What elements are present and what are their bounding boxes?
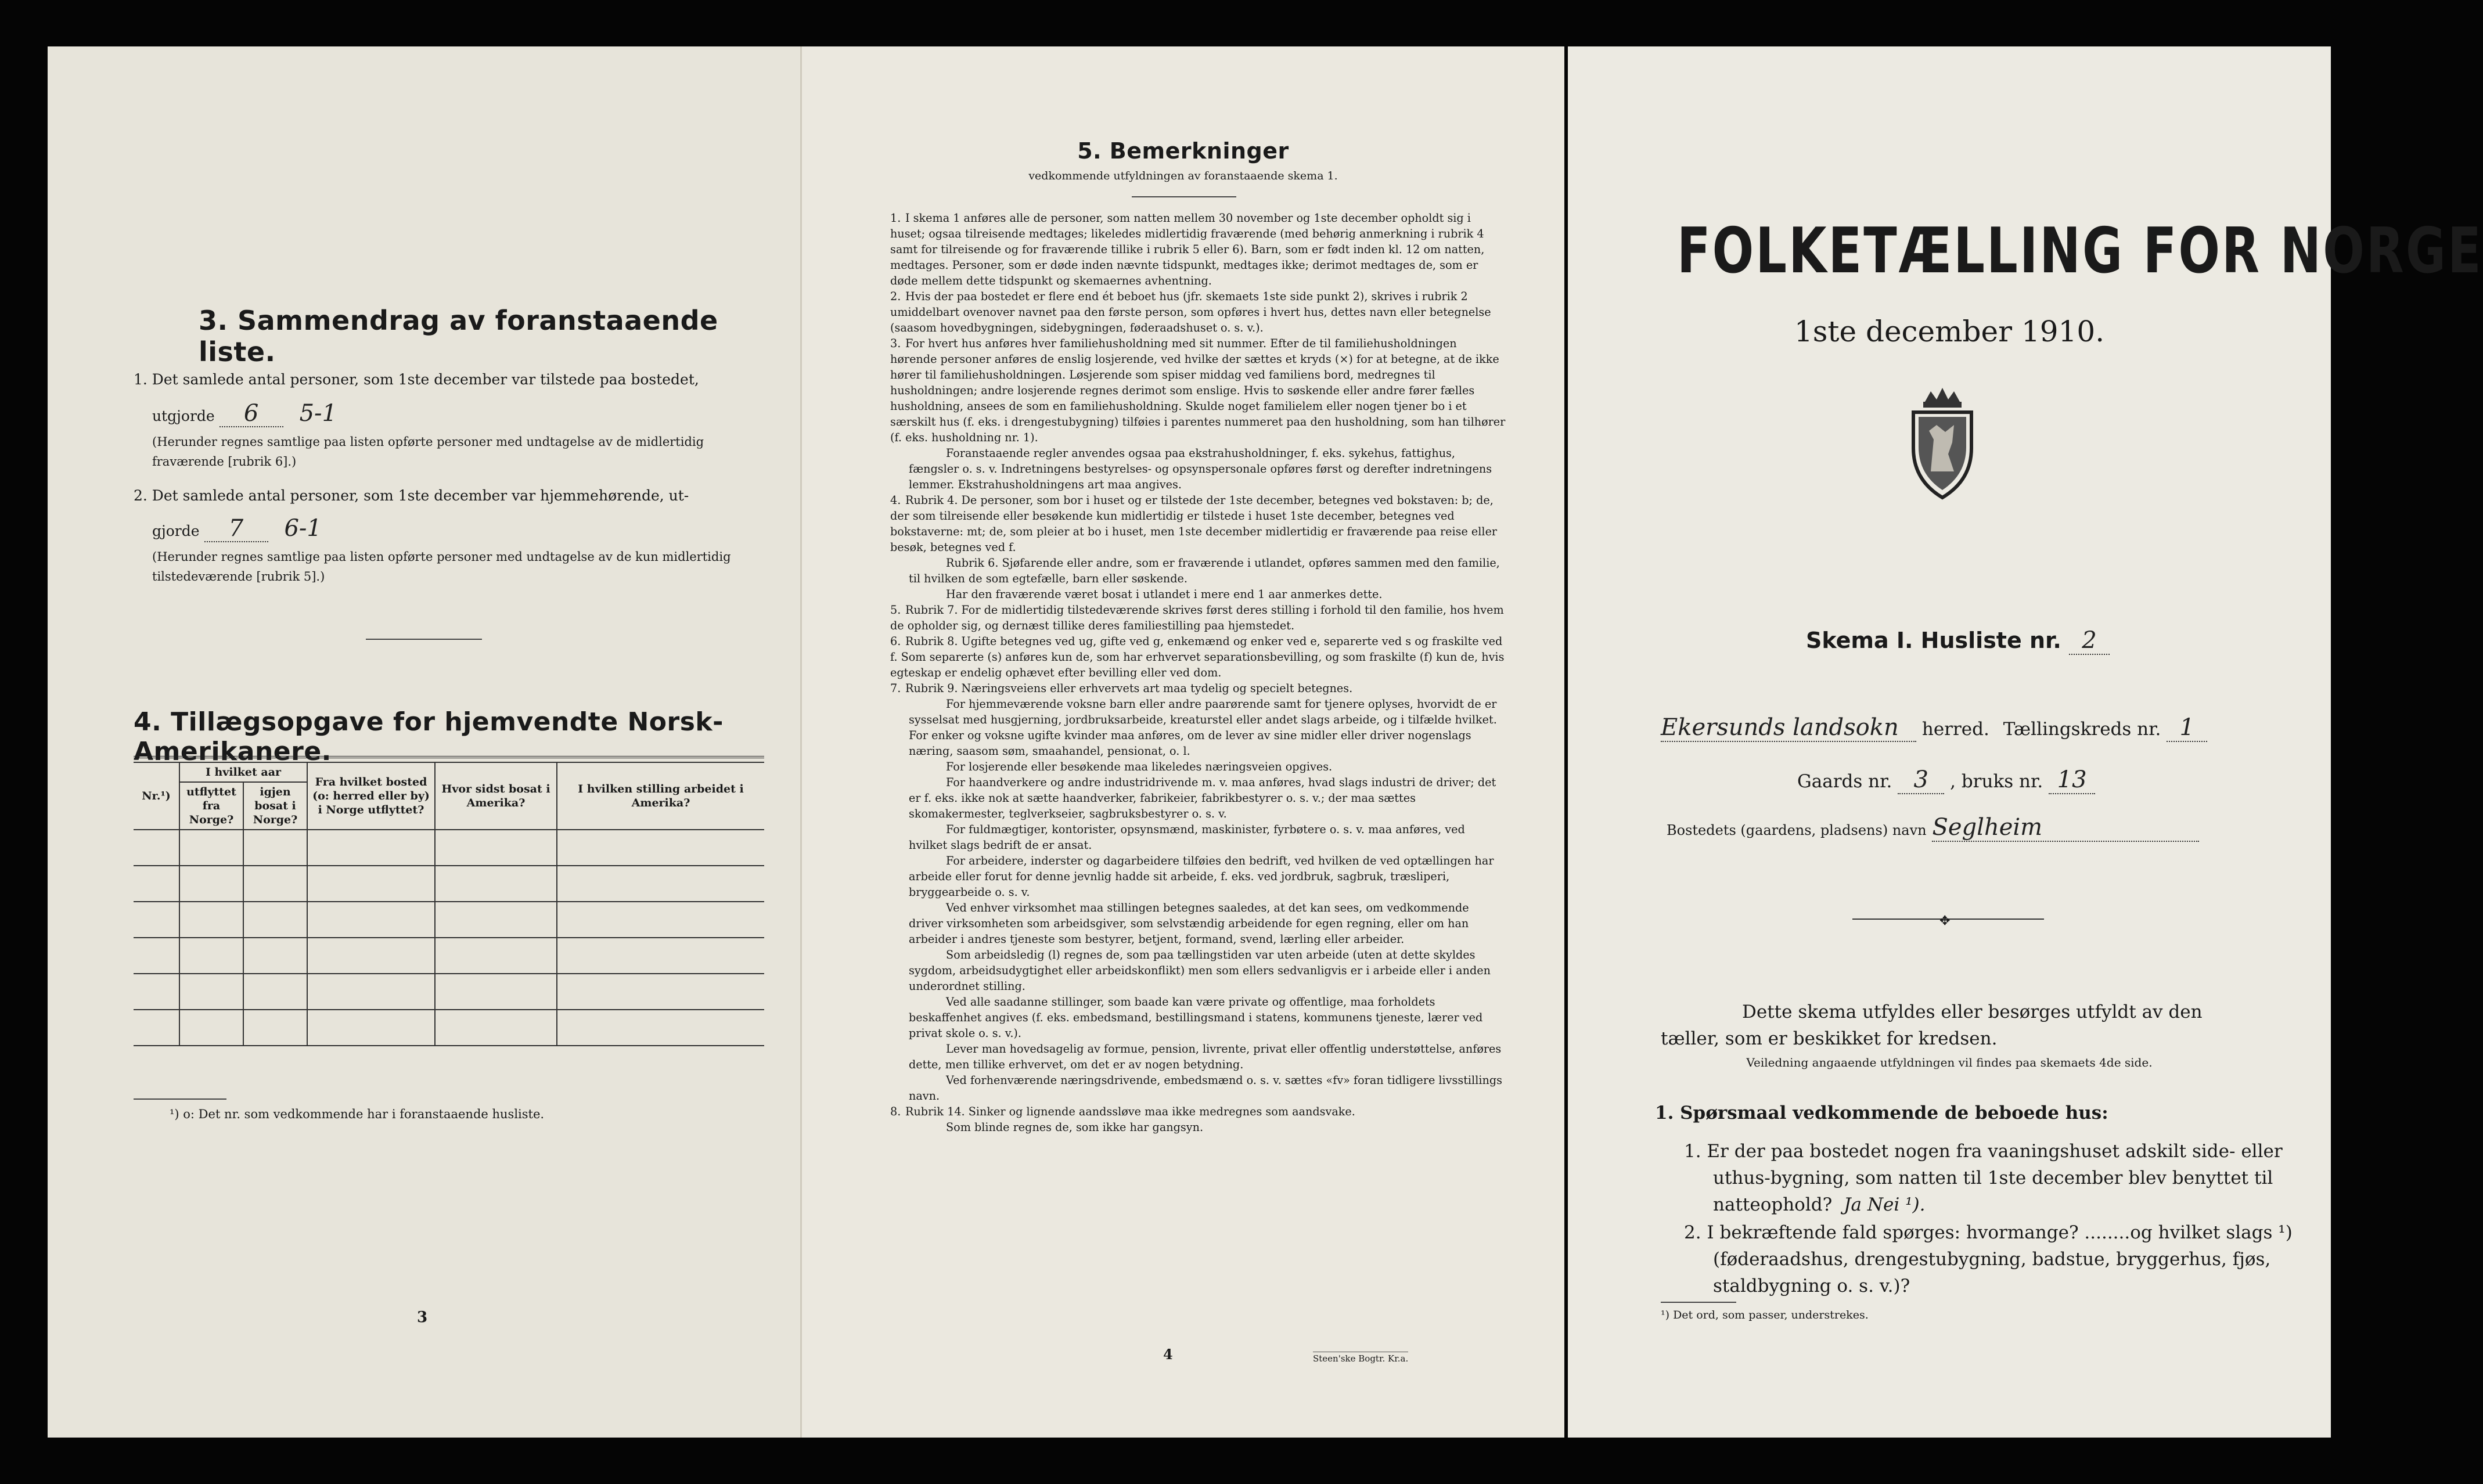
questions-heading: 1. Spørsmaal vedkommende de beboede hus: <box>1655 1103 2108 1123</box>
page-middle <box>800 46 1564 1438</box>
remark-7-cont: For arbeidere, inderster og dagarbeidere tilføies den bedrift, ved hvilken de ved optællingen har arbeide eller forut for denne jevnlig hadde sit arbeide, f. eks. ved jordbruk, sagbruk, træsliperi, bryggearbeide o. s. v. <box>909 854 1494 899</box>
right-footnote: ¹) Det ord, som passer, understrekes. <box>1661 1309 1869 1321</box>
section-3-title: 3. Sammendrag av foranstaaende liste. <box>199 305 718 368</box>
question-2-prefix: gjorde <box>152 523 200 539</box>
remark-3: 3. For hvert hus anføres hver familiehusholdning med sit nummer. Efter de til familiehusholdningen hørende personer anføres de enslig losjerende, ved hvilke der sættes et kryds (×) for at betegne, at de ikke hører til familiehusholdningen. Løsjerende som spiser middag ved familiens bord, medregnes til husholdningen; andre losjerende regnes derimot som enslige. Hvis to søskende eller andre fører fælles husholdning, ansees de som en familiehusholdning. Skulde noget familielem eller nogen tjener bo i et særskilt hus (f. eks. i drengestubygning) tilføies i parentes nummeret paa den husholdning, som han tilhører (f. eks. husholdning nr. 1). <box>890 337 1506 444</box>
herred-handwritten: Ekersunds landsokn <box>1661 714 1916 742</box>
page-right <box>1568 46 2483 1438</box>
col-group-year: I hvilket aar <box>179 762 307 782</box>
page-number-3: 3 <box>417 1309 428 1326</box>
krets-handwritten: 1 <box>2167 714 2207 742</box>
question-1-note: (Herunder regnes samtlige paa listen opførte personer med undtagelse av de midlertidig fraværende [rubrik 6].) <box>152 435 704 469</box>
remark-4-cont: Rubrik 6. Sjøfarende eller andre, som er fraværende i utlandet, opføres sammen med den familie, til hvilken de som egtefælle, barn eller søskende. <box>909 556 1500 585</box>
col-igjen: igjen bosat i Norge? <box>243 782 307 830</box>
bruks-label: , bruks nr. <box>1950 771 2043 792</box>
table-top-rule <box>134 756 764 758</box>
bruks-handwritten: 13 <box>2049 766 2095 794</box>
table-footnote: ¹) o: Det nr. som vedkommende har i foranstaaende husliste. <box>170 1107 545 1121</box>
remark-7-cont: For losjerende eller besøkende maa likeledes næringsveien opgives. <box>946 760 1333 773</box>
herred-line <box>1661 714 2270 743</box>
schema-line <box>1806 627 2110 655</box>
question-2-text: 2. Det samlede antal personer, som 1ste december var hjemmehørende, ut- <box>134 487 689 504</box>
table-row <box>134 974 764 1010</box>
gaards-handwritten: 3 <box>1898 766 1944 794</box>
remark-7-cont: Ved enhver virksomhet maa stillingen betegnes saaledes, at det kan sees, om vedkommende driver virksomheten som arbeidsgiver, som selvstændig arbeidende for egen regning, eller om han arbeider i andres tjeneste som bestyrer, betjent, formand, svend, lærling eller arbeider. <box>909 901 1469 946</box>
table-row <box>134 830 764 866</box>
census-date: 1ste december 1910. <box>1794 315 2105 348</box>
table-row <box>134 902 764 938</box>
question-2-handwritten: 7 <box>204 516 268 542</box>
col-nr: Nr.¹) <box>134 762 179 830</box>
bosted-label: Bostedets (gaardens, pladsens) navn <box>1667 822 1927 838</box>
col-utflyttet: utflyttet fra Norge? <box>179 782 243 830</box>
veiledning-text: Veiledning angaaende utfyldningen vil findes paa skemaets 4de side. <box>1746 1056 2153 1069</box>
remark-7: 7. Rubrik 9. Næringsveiens eller erhvervets art maa tydelig og specielt betegnes. <box>890 682 1353 695</box>
remark-8-cont: Som blinde regnes de, som ikke har gangsyn. <box>946 1121 1204 1134</box>
gaards-label: Gaards nr. <box>1797 771 1892 792</box>
bosted-handwritten: Seglheim <box>1932 814 2199 842</box>
page-left <box>48 46 800 1438</box>
house-question-2: 2. I bekræftende fald spørges: hvormange? ........og hvilket slags ¹) (føderaadshus, drengestubygning, badstue, bryggerhus, fjøs, staldbygning o. s. v.)? <box>1684 1222 2293 1296</box>
remark-7-cont: Ved alle saadanne stillinger, som baade kan være private og offentlige, maa forholdets beskaffenhet angives (f. eks. embedsmand, bestillingsmand i statens, kommunens tjeneste, lærer ved privat skole o. s. v.). <box>909 995 1483 1040</box>
herred-label: herred. <box>1921 719 1989 740</box>
schema-label: Skema I. Husliste nr. <box>1806 628 2061 653</box>
page-number-4: 4 <box>1163 1346 1173 1363</box>
remarks-subtitle: vedkommende utfyldningen av foranstaaende skema 1. <box>1028 170 1338 182</box>
section-4-title: 4. Tillægsopgave for hjemvendte Norsk-Amerikanere. <box>134 707 724 766</box>
remark-3-cont: Foranstaaende regler anvendes ogsaa paa ekstrahusholdninger, f. eks. sykehus, fattighus, fængsler o. s. v. Indretningens bestyrelses- og opsynspersonale opføres først og derefter indretningens lemmer. Ekstrahusholdningens art maa angives. <box>909 446 1492 491</box>
krets-label: Tællingskreds nr. <box>2003 719 2161 740</box>
intro-text: Dette skema utfyldes eller besørges utfyldt av den tæller, som er beskikket for kredsen. <box>1661 1002 2203 1049</box>
census-title: FOLKETÆLLING FOR NORGE <box>1677 215 2483 287</box>
husliste-number-handwritten: 2 <box>2069 627 2110 655</box>
question-1-handwritten: 6 <box>219 401 283 427</box>
bosted-line <box>1667 814 2282 844</box>
remark-8: 8. Rubrik 14. Sinker og lignende aandssløve maa ikke medregnes som aandsvake. <box>890 1105 1355 1118</box>
printer-mark: Steen'ske Bogtr. Kr.a. <box>1313 1352 1408 1364</box>
question-2-answer-line <box>152 516 322 544</box>
question-2-note: (Herunder regnes samtlige paa listen opførte personer med undtagelse av de kun midlertidig tilstedeværende [rubrik 5].) <box>152 550 731 583</box>
ornament-icon: ✥ <box>1939 914 1951 928</box>
footnote-rule <box>134 1098 226 1100</box>
remark-6: 6. Rubrik 8. Ugifte betegnes ved ug, gifte ved g, enkemænd og enker ved e, separerte ved s og fraskilte ved f. Som separerte (s) anføres kun de, som har erhvervet separationsbevilling, og som fraskilte (f) kun de, hvis egteskap er endelig ophævet efter bevilling eller ved dom. <box>890 635 1505 679</box>
question-1-text: 1. Det samlede antal personer, som 1ste december var tilstede paa bostedet, <box>134 371 699 388</box>
col-stilling: I hvilken stilling arbeidet i Amerika? <box>557 762 764 830</box>
remark-7-cont: For hjemmeværende voksne barn eller andre paarørende samt for tjenere oplyses, hvorvidt de er sysselsat med husgjerning, jordbruksarbeide, kreaturstel eller andet slags arbeide, og i tilfælde hvilket. For enker og voksne ugifte kvinder maa anføres, om de lever av sine midler eller driver nogenslags næring, saasom søm, smaahandel, pensionat, o. l. <box>909 697 1497 758</box>
gaards-line <box>1797 766 2095 795</box>
remark-7-cont: Ved forhenværende næringsdrivende, embedsmænd o. s. v. sættes «fv» foran tidligere livsstillings navn. <box>909 1074 1502 1103</box>
remark-4-cont-2: Har den fraværende været bosat i utlandet i mere end 1 aar anmerkes dette. <box>946 588 1383 601</box>
remark-7-cont: Som arbeidsledig (l) regnes de, som paa tællingstiden var uten arbeide (uten at dette skyldes sygdom, arbeidsudygtighet eller arbeidskonflikt) men som ellers sedvanligvis er i arbeide eller i anden underordnet stilling. <box>909 948 1491 993</box>
footnote-rule <box>1661 1302 1736 1303</box>
remarks-list <box>890 210 1506 1135</box>
question-1-answer: Ja Nei ¹). <box>1844 1194 1926 1215</box>
remark-7-cont: Lever man hovedsagelig av formue, pension, livrente, privat eller offentlig understøttelse, anføres dette, men tillike erhvervet, om det er av nogen betydning. <box>909 1042 1502 1071</box>
remark-7-cont: For fuldmægtiger, kontorister, opsynsmænd, maskinister, fyrbøtere o. s. v. maa anføres, ved hvilket slags bedrift de er ansat. <box>909 823 1465 852</box>
remark-7-cont: For haandverkere og andre industridrivende m. v. maa anføres, hvad slags industri de driver; det er f. eks. ikke nok at sætte haandverker, fabrikeier, fabrikbestyrer o. s. v.; der maa sættes skomakermester, teglverkseier, sagbruksbestyrer o. s. v. <box>909 776 1496 820</box>
remark-5: 5. Rubrik 7. For de midlertidig tilstedeværende skrives først deres stilling i forhold til den familie, hos hvem de opholder sig, og dernæst tillike deres familiestilling paa hjemstedet. <box>890 603 1504 632</box>
house-question-1: 1. Er der paa bostedet nogen fra vaaningshuset adskilt side- eller uthus-bygning, som natten til 1ste december blev benyttet til natteophold? Ja Nei ¹). <box>1684 1141 2283 1215</box>
col-fra: Fra hvilket bosted (o: herred eller by) i Norge utflyttet? <box>307 762 435 830</box>
remark-1: 1. I skema 1 anføres alle de personer, som natten mellem 30 november og 1ste december opholdt sig i huset; ogsaa tilreisende medtages; likeledes midlertidig fraværende (med behørig anmerkning i rubrik 4 samt for tilreisende og for fraværende tillike i rubrik 5 eller 6). Barn, som er født inden kl. 12 om natten, medtages. Personer, som er døde inden nævnte tidspunkt, medtages ikke; derimot medtages de, som er døde mellem dette tidspunkt og skemaernes avhentning. <box>890 211 1485 287</box>
question-1-prefix: utgjorde <box>152 408 215 424</box>
divider <box>366 639 482 640</box>
remark-4: 4. Rubrik 4. De personer, som bor i huset og er tilstede der 1ste december, betegnes ved bokstaven: b; de, der som tilreisende eller besøkende kun midlertidig er tilstede i huset 1ste december, betegnes ved bokstaverne: mt; de, som pleier at bo i huset, men 1ste december midlertidig er fraværende paa reise eller besøk, betegnes ved f. <box>890 494 1498 554</box>
table-row <box>134 866 764 902</box>
remarks-title: 5. Bemerkninger <box>1077 138 1289 164</box>
remark-2: 2. Hvis der paa bostedet er flere end ét beboet hus (jfr. skemaets 1ste side punkt 2), skrives i rubrik 2 umiddelbart ovenover navnet paa den første person, som opføres i hvert hus, dettes navn eller betegnelse (saasom hovedbygningen, sidebygningen, føderaadshuset o. s. v.). <box>890 290 1491 334</box>
col-hvor: Hvor sidst bosat i Amerika? <box>435 762 557 830</box>
norsk-amerikanere-table <box>134 762 764 1046</box>
question-1-answer-line <box>152 401 337 429</box>
table-row <box>134 1010 764 1046</box>
divider <box>1132 196 1236 197</box>
question-2-handwritten-2: 6-1 <box>284 515 322 542</box>
coat-of-arms-icon <box>1899 384 1986 503</box>
question-1-handwritten-2: 5-1 <box>299 400 337 427</box>
table-row <box>134 938 764 974</box>
